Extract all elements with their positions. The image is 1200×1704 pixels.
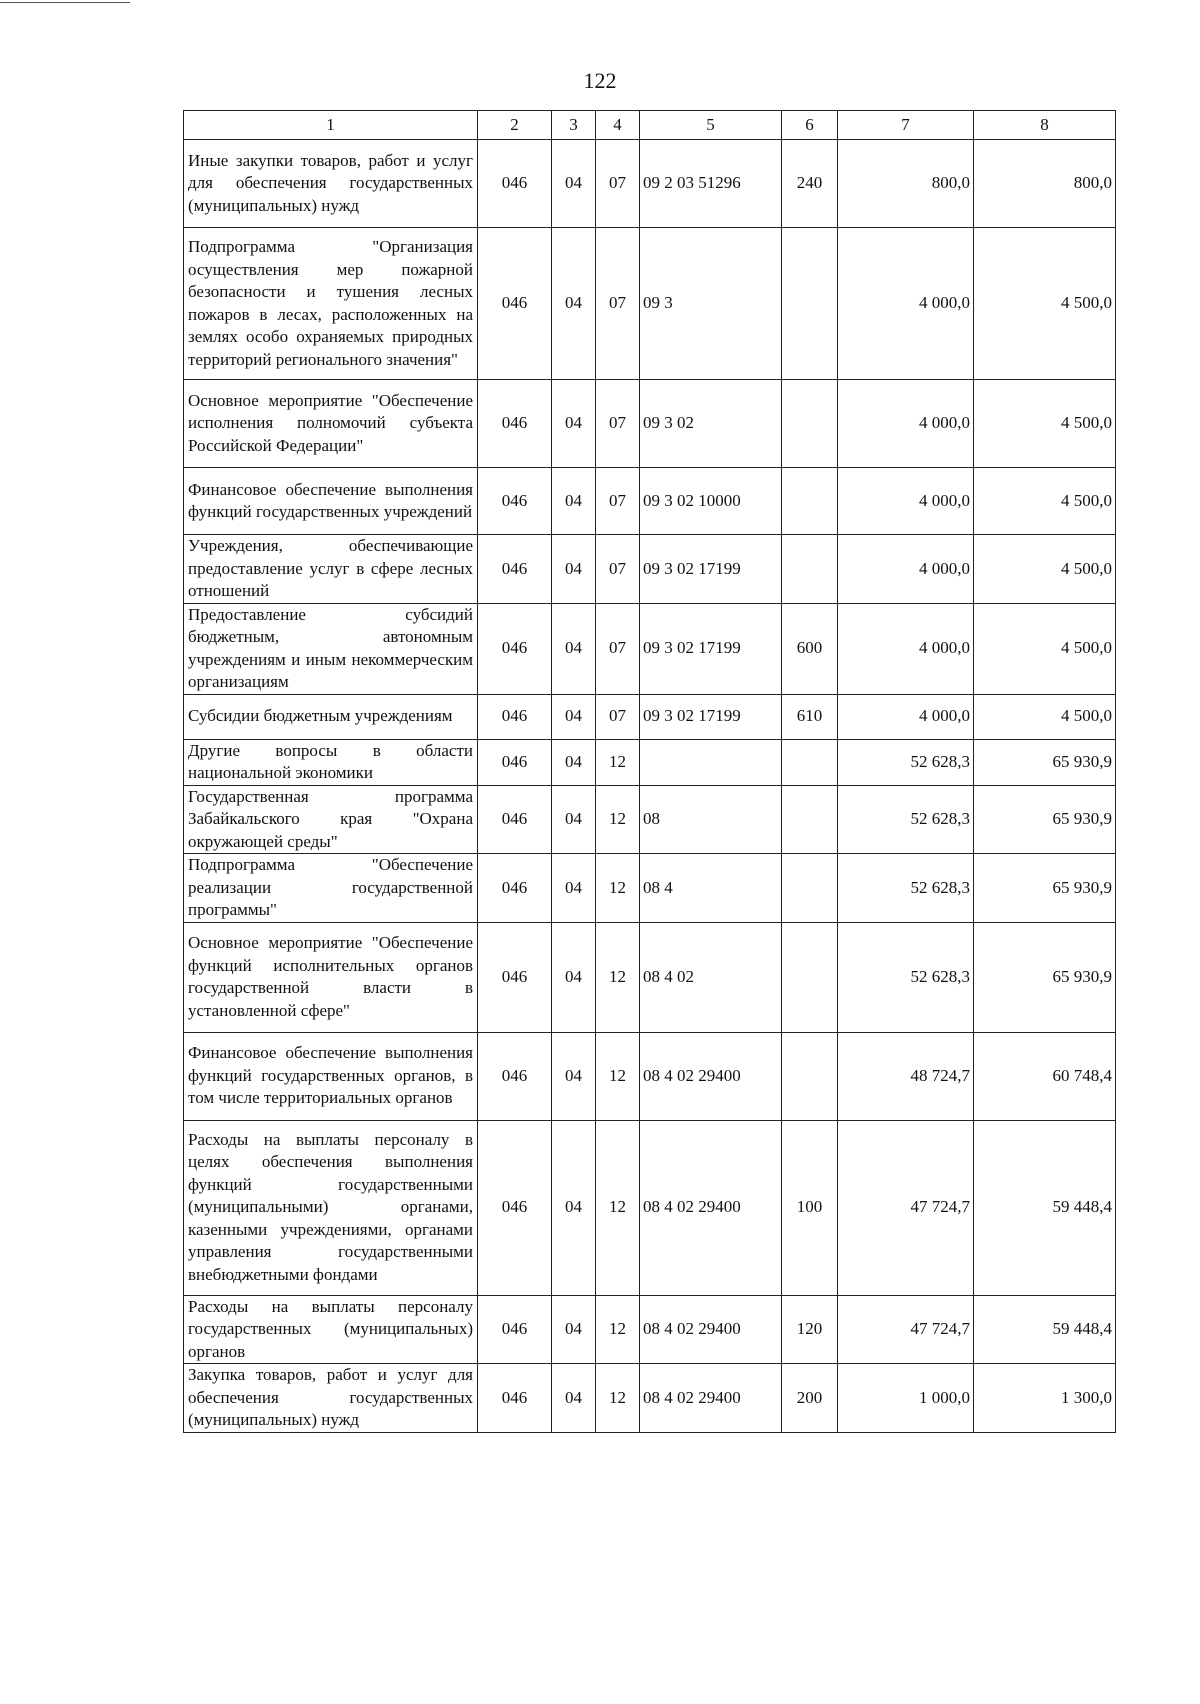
item-name-cell: Расходы на выплаты персоналу в целях обеспечения выполнения функций государственными (муниципальными) органами, казенными учреждениями, органами управления государственными внебюджетными фондами	[184, 1120, 478, 1295]
target-article-cell: 09 3 02 17199	[640, 694, 782, 739]
amount-year-1-cell: 48 724,7	[838, 1032, 974, 1120]
amount-year-1-cell: 52 628,3	[838, 785, 974, 854]
ministry-code-cell: 046	[478, 922, 552, 1032]
item-name-cell: Закупка товаров, работ и услуг для обеспечения государственных (муниципальных) нужд	[184, 1364, 478, 1433]
column-number-row	[184, 111, 1116, 140]
expense-type-cell	[782, 1032, 838, 1120]
ministry-code-cell: 046	[478, 739, 552, 785]
expense-type-cell	[782, 535, 838, 604]
column-number: 4	[596, 111, 640, 140]
amount-year-2-cell: 4 500,0	[974, 694, 1116, 739]
expense-type-cell	[782, 739, 838, 785]
expense-type-cell: 610	[782, 694, 838, 739]
item-name-cell: Другие вопросы в области национальной экономики	[184, 739, 478, 785]
table-row	[184, 785, 1116, 854]
expense-type-cell	[782, 380, 838, 468]
target-article-cell: 08 4 02 29400	[640, 1120, 782, 1295]
item-name-cell: Основное мероприятие "Обеспечение функций исполнительных органов государственной власти в установленной сфере"	[184, 922, 478, 1032]
subsection-code-cell: 12	[596, 739, 640, 785]
section-code-cell: 04	[552, 1295, 596, 1364]
amount-year-2-cell: 4 500,0	[974, 228, 1116, 380]
item-name-cell: Предоставление субсидий бюджетным, автономным учреждениям и иным некоммерческим организациям	[184, 603, 478, 694]
section-code-cell: 04	[552, 1032, 596, 1120]
section-code-cell: 04	[552, 535, 596, 604]
ministry-code-cell: 046	[478, 1120, 552, 1295]
ministry-code-cell: 046	[478, 694, 552, 739]
item-name-cell: Финансовое обеспечение выполнения функций государственных учреждений	[184, 468, 478, 535]
ministry-code-cell: 046	[478, 1032, 552, 1120]
expense-type-cell	[782, 468, 838, 535]
expense-type-cell	[782, 854, 838, 923]
table-row	[184, 228, 1116, 380]
amount-year-1-cell: 52 628,3	[838, 854, 974, 923]
subsection-code-cell: 12	[596, 785, 640, 854]
section-code-cell: 04	[552, 694, 596, 739]
table-row	[184, 854, 1116, 923]
amount-year-2-cell: 65 930,9	[974, 854, 1116, 923]
amount-year-2-cell: 59 448,4	[974, 1120, 1116, 1295]
amount-year-2-cell: 4 500,0	[974, 468, 1116, 535]
table-row	[184, 1364, 1116, 1433]
subsection-code-cell: 12	[596, 922, 640, 1032]
amount-year-2-cell: 65 930,9	[974, 785, 1116, 854]
scan-edge-line	[0, 2, 130, 3]
amount-year-2-cell: 4 500,0	[974, 535, 1116, 604]
table-row	[184, 922, 1116, 1032]
expense-type-cell	[782, 228, 838, 380]
section-code-cell: 04	[552, 785, 596, 854]
table-row	[184, 1120, 1116, 1295]
ministry-code-cell: 046	[478, 380, 552, 468]
section-code-cell: 04	[552, 739, 596, 785]
amount-year-1-cell: 47 724,7	[838, 1295, 974, 1364]
column-number: 7	[838, 111, 974, 140]
amount-year-1-cell: 1 000,0	[838, 1364, 974, 1433]
expense-type-cell: 100	[782, 1120, 838, 1295]
item-name-cell: Расходы на выплаты персоналу государственных (муниципальных) органов	[184, 1295, 478, 1364]
section-code-cell: 04	[552, 922, 596, 1032]
column-number: 8	[974, 111, 1116, 140]
amount-year-2-cell: 4 500,0	[974, 603, 1116, 694]
section-code-cell: 04	[552, 1120, 596, 1295]
amount-year-1-cell: 52 628,3	[838, 739, 974, 785]
subsection-code-cell: 07	[596, 694, 640, 739]
subsection-code-cell: 12	[596, 854, 640, 923]
ministry-code-cell: 046	[478, 140, 552, 228]
ministry-code-cell: 046	[478, 468, 552, 535]
amount-year-1-cell: 4 000,0	[838, 694, 974, 739]
target-article-cell: 08	[640, 785, 782, 854]
amount-year-1-cell: 47 724,7	[838, 1120, 974, 1295]
section-code-cell: 04	[552, 854, 596, 923]
item-name-cell: Подпрограмма "Обеспечение реализации государственной программы"	[184, 854, 478, 923]
subsection-code-cell: 12	[596, 1120, 640, 1295]
column-number: 1	[184, 111, 478, 140]
section-code-cell: 04	[552, 1364, 596, 1433]
ministry-code-cell: 046	[478, 228, 552, 380]
subsection-code-cell: 07	[596, 380, 640, 468]
subsection-code-cell: 07	[596, 603, 640, 694]
amount-year-2-cell: 800,0	[974, 140, 1116, 228]
section-code-cell: 04	[552, 603, 596, 694]
ministry-code-cell: 046	[478, 1295, 552, 1364]
expense-type-cell	[782, 922, 838, 1032]
amount-year-2-cell: 4 500,0	[974, 380, 1116, 468]
amount-year-1-cell: 4 000,0	[838, 228, 974, 380]
section-code-cell: 04	[552, 468, 596, 535]
column-number: 5	[640, 111, 782, 140]
target-article-cell: 09 3	[640, 228, 782, 380]
subsection-code-cell: 07	[596, 535, 640, 604]
amount-year-2-cell: 1 300,0	[974, 1364, 1116, 1433]
ministry-code-cell: 046	[478, 785, 552, 854]
target-article-cell: 08 4 02	[640, 922, 782, 1032]
item-name-cell: Учреждения, обеспечивающие предоставление услуг в сфере лесных отношений	[184, 535, 478, 604]
amount-year-1-cell: 4 000,0	[838, 380, 974, 468]
column-number: 6	[782, 111, 838, 140]
target-article-cell: 08 4	[640, 854, 782, 923]
budget-table	[183, 110, 1116, 1433]
target-article-cell: 08 4 02 29400	[640, 1032, 782, 1120]
amount-year-1-cell: 4 000,0	[838, 603, 974, 694]
table-row	[184, 739, 1116, 785]
amount-year-1-cell: 800,0	[838, 140, 974, 228]
amount-year-2-cell: 65 930,9	[974, 739, 1116, 785]
item-name-cell: Финансовое обеспечение выполнения функций государственных органов, в том числе территориальных органов	[184, 1032, 478, 1120]
page-number: 122	[583, 68, 617, 93]
subsection-code-cell: 12	[596, 1032, 640, 1120]
table-row	[184, 694, 1116, 739]
ministry-code-cell: 046	[478, 854, 552, 923]
column-number: 3	[552, 111, 596, 140]
table-row	[184, 380, 1116, 468]
target-article-cell: 08 4 02 29400	[640, 1364, 782, 1433]
amount-year-1-cell: 52 628,3	[838, 922, 974, 1032]
item-name-cell: Субсидии бюджетным учреждениям	[184, 694, 478, 739]
subsection-code-cell: 07	[596, 468, 640, 535]
target-article-cell: 09 3 02 17199	[640, 535, 782, 604]
table-row	[184, 140, 1116, 228]
subsection-code-cell: 07	[596, 228, 640, 380]
ministry-code-cell: 046	[478, 1364, 552, 1433]
expense-type-cell: 600	[782, 603, 838, 694]
section-code-cell: 04	[552, 228, 596, 380]
amount-year-2-cell: 59 448,4	[974, 1295, 1116, 1364]
section-code-cell: 04	[552, 380, 596, 468]
expense-type-cell: 120	[782, 1295, 838, 1364]
target-article-cell	[640, 739, 782, 785]
amount-year-1-cell: 4 000,0	[838, 535, 974, 604]
subsection-code-cell: 07	[596, 140, 640, 228]
ministry-code-cell: 046	[478, 535, 552, 604]
item-name-cell: Подпрограмма "Организация осуществления мер пожарной безопасности и тушения лесных пожаров в лесах, расположенных на землях особо охраняемых природных территорий регионального значения"	[184, 228, 478, 380]
target-article-cell: 08 4 02 29400	[640, 1295, 782, 1364]
item-name-cell: Государственная программа Забайкальского края "Охрана окружающей среды"	[184, 785, 478, 854]
table-row	[184, 535, 1116, 604]
item-name-cell: Иные закупки товаров, работ и услуг для обеспечения государственных (муниципальных) нужд	[184, 140, 478, 228]
target-article-cell: 09 3 02	[640, 380, 782, 468]
target-article-cell: 09 3 02 10000	[640, 468, 782, 535]
table-row	[184, 1032, 1116, 1120]
table-row	[184, 1295, 1116, 1364]
ministry-code-cell: 046	[478, 603, 552, 694]
column-number: 2	[478, 111, 552, 140]
amount-year-2-cell: 60 748,4	[974, 1032, 1116, 1120]
item-name-cell: Основное мероприятие "Обеспечение исполнения полномочий субъекта Российской Федерации"	[184, 380, 478, 468]
subsection-code-cell: 12	[596, 1364, 640, 1433]
target-article-cell: 09 3 02 17199	[640, 603, 782, 694]
section-code-cell: 04	[552, 140, 596, 228]
amount-year-1-cell: 4 000,0	[838, 468, 974, 535]
expense-type-cell: 240	[782, 140, 838, 228]
target-article-cell: 09 2 03 51296	[640, 140, 782, 228]
amount-year-2-cell: 65 930,9	[974, 922, 1116, 1032]
expense-type-cell	[782, 785, 838, 854]
table-row	[184, 468, 1116, 535]
table-body	[184, 111, 1116, 1433]
table-row	[184, 603, 1116, 694]
subsection-code-cell: 12	[596, 1295, 640, 1364]
expense-type-cell: 200	[782, 1364, 838, 1433]
